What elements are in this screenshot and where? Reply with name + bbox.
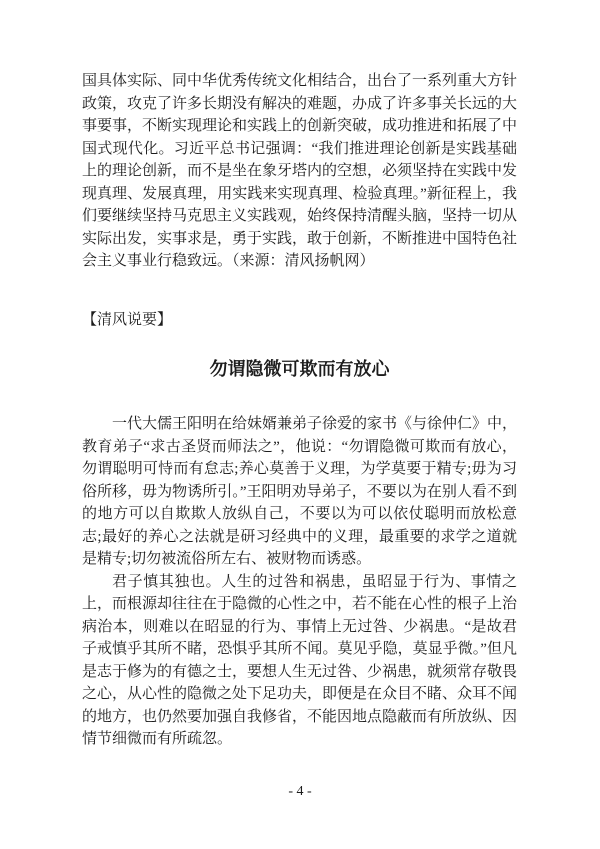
paragraph-body-2: 君子慎其独也。人生的过咎和祸患，虽昭显于行为、事情之上，而根源却往往在于隐微的心性之中，若不能在心性的根子上治病治本，则难以在昭显的行为、事情上无过咎、少祸患。“是故君子戒慎乎其所不睹，恐惧乎其所不闻。莫见乎隐，莫显乎微。”但凡是志于修为的有德之士，要想人生无过咎、少祸患，就须常存敬畏之心，从心性的隐微之处下足功夫，即便是在众目不睹、众耳不闻的地方，也仍然要加强自我修省，不能因地点隐蔽而有所放纵、因情节细微而有所疏忽。 bbox=[82, 573, 518, 747]
page-content bbox=[82, 70, 517, 751]
paragraph-continued: 国具体实际、同中华优秀传统文化相结合，出台了一系列重大方针政策，攻克了许多长期没有解决的难题，办成了许多事关长远的大事要事，不断实现理论和实践上的创新突破，成功推进和拓展了中国式现代化。习近平总书记强调：“我们推进理论创新是实践基础上的理论创新，而不是坐在象牙塔内的空想，必须坚持在实践中发现真理、发展真理，用实践来实现真理、检验真理。”新征程上，我们要继续坚持马克思主义实践观，始终保持清醒头脑，坚持一切从实际出发，实事求是，勇于实践，敢于创新，不断推进中国特色社会主义事业行稳致远。（来源：清风扬帆网） bbox=[82, 73, 518, 269]
section-label: 【清风说要】 bbox=[82, 311, 173, 328]
page-number: - 4 - bbox=[288, 784, 312, 799]
paragraph-body-1: 一代大儒王阳明在给妹婿兼弟子徐爱的家书《与徐仲仁》中，教育弟子“求古圣贤而师法之”，他说：“勿谓隐微可欺而有放心，勿谓聪明可恃而有怠志;养心莫善于义理，为学莫要于精专;毋为习俗所移，毋为物诱所引。”王阳明劝导弟子，不要以为在别人看不到的地方可以自欺欺人放纵自己，不要以为可以依仗聪明而放松意志;最好的养心之法就是研习经典中的义理，最重要的求学之道就是精专;切勿被流俗所左右、被财物而诱惑。 bbox=[82, 416, 518, 567]
article-title: 勿谓隐微可欺而有放心 bbox=[209, 359, 390, 379]
